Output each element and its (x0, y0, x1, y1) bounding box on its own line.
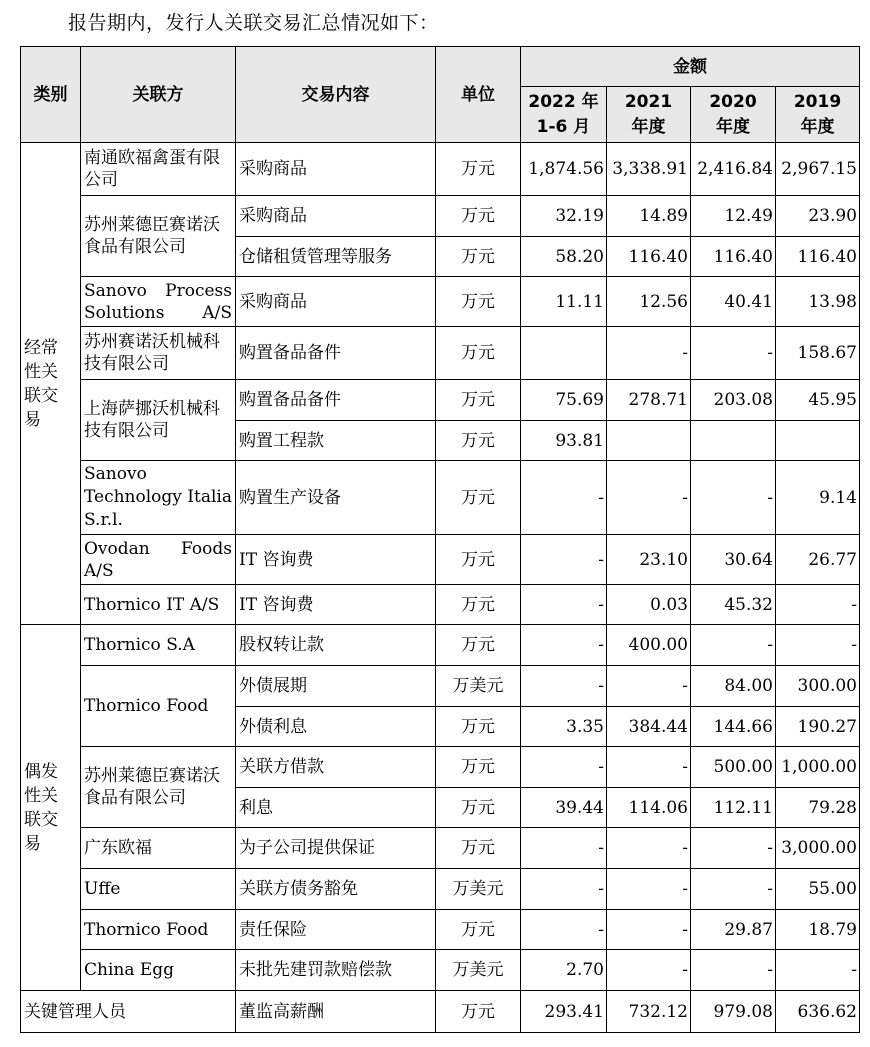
value-cell: 11.11 (521, 277, 607, 327)
party-cell: Thornico Food (81, 666, 236, 747)
table-row (21, 380, 860, 421)
value-cell: 1,874.56 (521, 143, 607, 196)
header-year (691, 87, 776, 143)
value-cell: - (691, 950, 776, 991)
unit-cell: 万元 (436, 828, 521, 869)
table-row (21, 910, 860, 950)
value-cell: 23.10 (607, 535, 691, 585)
value-cell: 39.44 (521, 788, 607, 828)
header-category: 类别 (21, 47, 81, 143)
header-year (776, 87, 860, 143)
value-cell: - (776, 625, 860, 666)
value-cell: - (607, 950, 691, 991)
party-cell: Ovodan Foods A/S (81, 535, 236, 585)
table-row (21, 950, 860, 991)
content-cell: 责任保险 (236, 910, 436, 950)
value-cell: 3,338.91 (607, 143, 691, 196)
category-recurring (21, 143, 81, 625)
value-cell (607, 421, 691, 461)
value-cell: 116.40 (691, 237, 776, 277)
value-cell: - (607, 747, 691, 788)
party-cell: Sanovo Technology Italia S.r.l. (81, 461, 236, 535)
content-cell: 外债利息 (236, 707, 436, 747)
value-cell: 636.62 (776, 991, 860, 1033)
value-cell: 400.00 (607, 625, 691, 666)
value-cell: 144.66 (691, 707, 776, 747)
content-cell: 关联方借款 (236, 747, 436, 788)
unit-cell: 万元 (436, 327, 521, 380)
table-row (21, 585, 860, 625)
content-cell: 股权转让款 (236, 625, 436, 666)
table-row (21, 143, 860, 196)
value-cell: - (691, 327, 776, 380)
intro-text: 报告期内，发行人关联交易汇总情况如下： (68, 12, 439, 34)
table-row (21, 869, 860, 910)
content-cell: 采购商品 (236, 143, 436, 196)
value-cell: 2,416.84 (691, 143, 776, 196)
table-body (21, 143, 860, 1033)
header-year-line2: 年度 (631, 116, 666, 137)
table-row (21, 625, 860, 666)
value-cell: - (691, 828, 776, 869)
header-unit: 单位 (436, 47, 521, 143)
content-cell: 利息 (236, 788, 436, 828)
party-cell: 苏州莱德臣赛诺沃食品有限公司 (81, 747, 236, 828)
content-cell: 未批先建罚款赔偿款 (236, 950, 436, 991)
table-row (21, 327, 860, 380)
header-year-line1: 2019 (793, 91, 842, 112)
content-cell: 购置备品备件 (236, 327, 436, 380)
value-cell: 732.12 (607, 991, 691, 1033)
unit-cell: 万美元 (436, 869, 521, 910)
table-row (21, 196, 860, 237)
value-cell: 12.56 (607, 277, 691, 327)
value-cell: 45.32 (691, 585, 776, 625)
value-cell: - (607, 869, 691, 910)
unit-cell: 万元 (436, 707, 521, 747)
unit-cell: 万元 (436, 535, 521, 585)
value-cell: 293.41 (521, 991, 607, 1033)
value-cell: 12.49 (691, 196, 776, 237)
header-amount: 金额 (521, 47, 860, 87)
value-cell: 203.08 (691, 380, 776, 421)
value-cell: 30.64 (691, 535, 776, 585)
party-cell: Thornico IT A/S (81, 585, 236, 625)
value-cell: - (521, 666, 607, 707)
value-cell: 58.20 (521, 237, 607, 277)
value-cell: 116.40 (607, 237, 691, 277)
value-cell: - (776, 585, 860, 625)
value-cell: 32.19 (521, 196, 607, 237)
value-cell: 23.90 (776, 196, 860, 237)
value-cell: 1,000.00 (776, 747, 860, 788)
header-year-line1: 2021 (624, 91, 673, 112)
value-cell: 979.08 (691, 991, 776, 1033)
unit-cell: 万元 (436, 461, 521, 535)
value-cell: 45.95 (776, 380, 860, 421)
unit-cell: 万元 (436, 991, 521, 1033)
unit-cell: 万元 (436, 421, 521, 461)
value-cell: 26.77 (776, 535, 860, 585)
party-cell: Uffe (81, 869, 236, 910)
value-cell: - (607, 327, 691, 380)
value-cell: 114.06 (607, 788, 691, 828)
header-year-line1: 2022 年 (528, 91, 599, 112)
party-cell: Sanovo Process Solutions A/S (81, 277, 236, 327)
value-cell: 18.79 (776, 910, 860, 950)
table-row (21, 747, 860, 788)
table-row (21, 535, 860, 585)
content-cell: 采购商品 (236, 277, 436, 327)
party-cell: 苏州赛诺沃机械科技有限公司 (81, 327, 236, 380)
value-cell: 13.98 (776, 277, 860, 327)
header-year-line2: 年度 (800, 116, 835, 137)
party-cell: 南通欧福禽蛋有限公司 (81, 143, 236, 196)
value-cell: - (691, 869, 776, 910)
table-row (21, 991, 860, 1033)
content-cell: IT 咨询费 (236, 585, 436, 625)
value-cell: - (607, 461, 691, 535)
header-year (521, 87, 607, 143)
value-cell: - (691, 461, 776, 535)
value-cell: 0.03 (607, 585, 691, 625)
header-year-line2: 1-6 月 (536, 116, 591, 137)
party-cell: Thornico S.A (81, 625, 236, 666)
content-cell: 仓储租赁管理等服务 (236, 237, 436, 277)
unit-cell: 万元 (436, 196, 521, 237)
unit-cell: 万元 (436, 277, 521, 327)
value-cell: 79.28 (776, 788, 860, 828)
content-cell: 为子公司提供保证 (236, 828, 436, 869)
value-cell: 384.44 (607, 707, 691, 747)
header-party: 关联方 (81, 47, 236, 143)
value-cell: 93.81 (521, 421, 607, 461)
value-cell: - (521, 461, 607, 535)
header-content: 交易内容 (236, 47, 436, 143)
value-cell: 116.40 (776, 237, 860, 277)
value-cell: - (776, 950, 860, 991)
unit-cell: 万美元 (436, 950, 521, 991)
value-cell: - (521, 747, 607, 788)
content-cell: 关联方债务豁免 (236, 869, 436, 910)
table-row (21, 666, 860, 707)
value-cell: 190.27 (776, 707, 860, 747)
content-cell: 采购商品 (236, 196, 436, 237)
value-cell: 2.70 (521, 950, 607, 991)
value-cell: - (607, 910, 691, 950)
value-cell: - (607, 666, 691, 707)
content-cell: 董监高薪酬 (236, 991, 436, 1033)
value-cell: 278.71 (607, 380, 691, 421)
related-transactions-table (20, 46, 860, 1033)
category-label: 经常性关联交易 (24, 337, 58, 430)
party-cell: 上海萨挪沃机械科技有限公司 (81, 380, 236, 461)
content-cell: 购置生产设备 (236, 461, 436, 535)
unit-cell: 万元 (436, 237, 521, 277)
table-row (21, 277, 860, 327)
value-cell: - (521, 828, 607, 869)
value-cell: 500.00 (691, 747, 776, 788)
unit-cell: 万元 (436, 585, 521, 625)
value-cell: 158.67 (776, 327, 860, 380)
unit-cell: 万元 (436, 143, 521, 196)
table-row (21, 828, 860, 869)
party-cell: 广东欧福 (81, 828, 236, 869)
content-cell: 外债展期 (236, 666, 436, 707)
value-cell: - (521, 625, 607, 666)
value-cell: 84.00 (691, 666, 776, 707)
value-cell: - (521, 910, 607, 950)
value-cell: 40.41 (691, 277, 776, 327)
value-cell: - (521, 535, 607, 585)
value-cell: 55.00 (776, 869, 860, 910)
category-key-management: 关键管理人员 (21, 991, 236, 1033)
value-cell: 9.14 (776, 461, 860, 535)
value-cell: - (521, 585, 607, 625)
category-label: 偶发性关联交易 (24, 761, 58, 854)
table-header (21, 47, 860, 143)
value-cell: 112.11 (691, 788, 776, 828)
category-occasional (21, 625, 81, 991)
value-cell: - (521, 869, 607, 910)
header-year-line1: 2020 (709, 91, 757, 112)
value-cell: 3.35 (521, 707, 607, 747)
unit-cell: 万元 (436, 380, 521, 421)
value-cell: 2,967.15 (776, 143, 860, 196)
value-cell: 14.89 (607, 196, 691, 237)
value-cell: 75.69 (521, 380, 607, 421)
value-cell: 300.00 (776, 666, 860, 707)
unit-cell: 万元 (436, 910, 521, 950)
header-year-line2: 年度 (716, 116, 750, 137)
party-cell: China Egg (81, 950, 236, 991)
content-cell: IT 咨询费 (236, 535, 436, 585)
header-year (607, 87, 691, 143)
value-cell: 29.87 (691, 910, 776, 950)
value-cell: - (607, 828, 691, 869)
value-cell: 3,000.00 (776, 828, 860, 869)
value-cell: - (691, 625, 776, 666)
unit-cell: 万元 (436, 747, 521, 788)
value-cell (776, 421, 860, 461)
unit-cell: 万美元 (436, 666, 521, 707)
value-cell (691, 421, 776, 461)
table-row (21, 461, 860, 535)
content-cell: 购置工程款 (236, 421, 436, 461)
unit-cell: 万元 (436, 625, 521, 666)
content-cell: 购置备品备件 (236, 380, 436, 421)
value-cell (521, 327, 607, 380)
party-cell: Thornico Food (81, 910, 236, 950)
party-cell: 苏州莱德臣赛诺沃食品有限公司 (81, 196, 236, 277)
unit-cell: 万元 (436, 788, 521, 828)
